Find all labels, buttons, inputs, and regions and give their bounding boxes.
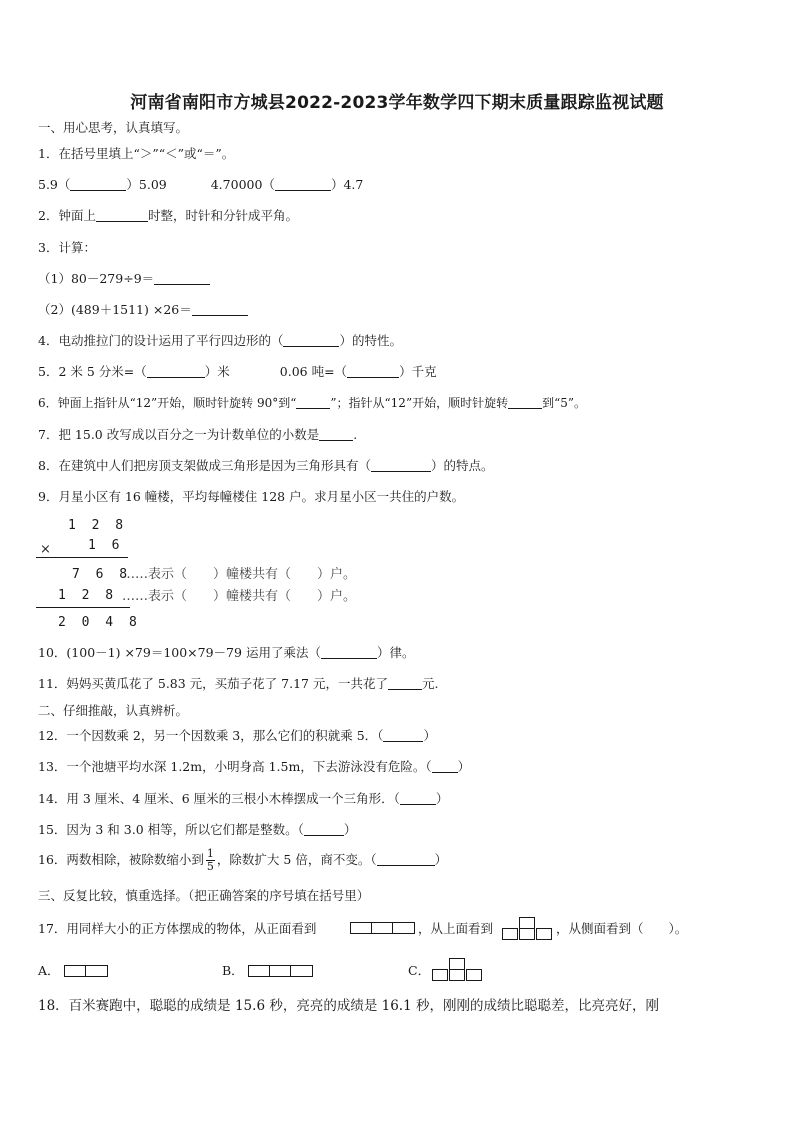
front-view-square — [392, 922, 415, 934]
q10-text-2: ）律。 — [376, 645, 415, 660]
q12-blank[interactable] — [383, 729, 423, 742]
top-view-square — [519, 928, 535, 940]
q4-text-2: ）的特性。 — [339, 333, 402, 348]
front-view-square — [350, 922, 373, 934]
vertical-calc-row-4: 1 2 8 — [58, 588, 118, 603]
vertical-calc-row-1: 1 2 8 — [68, 518, 128, 533]
section-3-heading: 三、反复比较，慎重选择。（把正确答案的序号填在括号里） — [38, 888, 370, 903]
option-c-square — [432, 969, 448, 981]
fraction-denominator: 5 — [206, 860, 214, 873]
q13-text-1: 13．一个池塘平均水深 1.2m，小明身高 1.5m，下去游泳没有危险。（ — [38, 759, 432, 774]
q13-text-2: ） — [457, 759, 471, 774]
option-a-figure[interactable] — [64, 963, 110, 979]
q11-blank[interactable] — [388, 677, 422, 690]
q5-blank-1[interactable] — [147, 365, 205, 378]
question-5 — [38, 364, 437, 380]
question-12 — [38, 728, 436, 744]
question-17-text-3: ，从侧面看到（ ）。 — [556, 921, 688, 936]
option-c-figure[interactable] — [432, 958, 486, 984]
q3-a-blank[interactable] — [154, 272, 210, 285]
q12-text-2: ） — [423, 728, 436, 743]
q11-text-1: 11．妈妈买黄瓜花了 5.83 元，买茄子花了 7.17 元，一共花了 — [38, 676, 388, 691]
q6-blank-1[interactable] — [296, 396, 330, 409]
question-1-items — [38, 177, 363, 193]
q16-blank[interactable] — [377, 853, 435, 866]
q1-b-right: ）4.7 — [330, 177, 364, 192]
q14-text-1: 14．用 3 厘米、4 厘米、6 厘米的三根小木棒摆成一个三角形．（ — [38, 791, 400, 806]
page-title: 河南省南阳市方城县2022-2023学年数学四下期末质量跟踪监视试题 — [130, 93, 664, 113]
q5-text-3: 0.06 吨=（ — [279, 364, 348, 379]
question-15 — [38, 822, 356, 838]
question-3: 3．计算： — [38, 240, 96, 255]
q1-a-blank[interactable] — [70, 178, 126, 191]
q8-text-2: ）的特点。 — [430, 458, 494, 473]
option-b-square — [269, 965, 292, 977]
q6-text-3: 到“5”。 — [542, 396, 586, 410]
question-3-b — [38, 302, 248, 318]
option-c-square — [449, 969, 465, 981]
q16-text-1: 16．两数相除，被除数缩小到 — [38, 852, 204, 867]
q12-text-1: 12．一个因数乘 2，另一个因数乘 3，那么它们的积就乘 5．（ — [38, 728, 384, 743]
q10-blank[interactable] — [321, 646, 377, 659]
times-sign: × — [40, 542, 51, 557]
q7-text-2: . — [353, 427, 358, 442]
front-view-square — [371, 922, 394, 934]
question-7 — [38, 427, 357, 443]
vertical-calc-row-5: 2 0 4 8 — [58, 615, 141, 630]
q16-text-2: ，除数扩大 5 倍，商不变。（ — [216, 852, 377, 867]
question-9: 9．月星小区有 16 幢楼，平均每幢楼住 128 户。求月星小区一共住的户数。 — [38, 489, 465, 504]
q1-a-right: ）5.09 — [126, 177, 167, 192]
question-16 — [38, 848, 447, 873]
q15-text-2: ） — [343, 822, 357, 837]
q5-text-1: 5．2 米 5 分米=（ — [38, 364, 147, 379]
section-1-heading: 一、用心思考，认真填写。 — [38, 120, 189, 135]
top-view-figure — [502, 917, 554, 941]
calc-note-1: ……表示（ ）幢楼共有（ ）户。 — [122, 567, 357, 582]
question-10 — [38, 645, 414, 661]
question-6 — [38, 395, 586, 411]
question-2 — [38, 208, 298, 224]
question-17-text-2: ，从上面看到 — [418, 921, 494, 936]
option-b-label[interactable]: B． — [222, 963, 244, 978]
option-c-label[interactable]: C． — [408, 963, 431, 978]
calc-note-2: ……表示（ ）幢楼共有（ ）户。 — [122, 589, 357, 604]
q1-b-left: 4.70000（ — [210, 177, 275, 192]
question-13 — [38, 759, 470, 775]
q8-blank[interactable] — [371, 459, 431, 472]
top-view-square — [502, 928, 518, 940]
option-a-label[interactable]: A． — [38, 963, 60, 978]
question-14 — [38, 791, 448, 807]
q14-text-2: ） — [435, 791, 449, 806]
question-17-text-1: 17．用同样大小的正方体摆成的物体，从正面看到 — [38, 921, 317, 936]
q15-text-1: 15．因为 3 和 3.0 相等，所以它们都是整数。（ — [38, 822, 304, 837]
vertical-calc-row-2: 1 6 — [88, 538, 124, 553]
calc-rule-2 — [36, 607, 130, 608]
q5-text-2: ）米 — [204, 364, 230, 379]
q11-text-2: 元. — [421, 676, 439, 691]
q1-b-blank[interactable] — [275, 178, 331, 191]
question-1: 1．在括号里填上“＞”“＜”或“＝”。 — [38, 146, 235, 161]
q5-text-4: ）千克 — [399, 364, 437, 379]
option-b-square — [290, 965, 313, 977]
q10-text-1: 10．(100－1) ×79＝100×79－79 运用了乘法（ — [38, 645, 321, 660]
fraction-numerator: 1 — [206, 847, 214, 860]
option-c-square — [466, 969, 482, 981]
calc-rule-1 — [36, 557, 128, 558]
top-view-square — [536, 928, 552, 940]
q4-blank[interactable] — [283, 334, 339, 347]
section-2-heading: 二、仔细推敲，认真辨析。 — [38, 703, 189, 718]
q15-blank[interactable] — [304, 823, 344, 836]
q6-text-2: ”；指针从“12”开始，顺时针旋转 — [330, 396, 509, 410]
question-8 — [38, 458, 493, 474]
q5-blank-2[interactable] — [347, 365, 399, 378]
q2-text-1: 2．钟面上 — [38, 208, 96, 223]
front-view-figure — [350, 920, 416, 936]
q14-blank[interactable] — [400, 792, 436, 805]
option-b-square — [248, 965, 271, 977]
q6-text-1: 6．钟面上指针从“12”开始，顺时针旋转 90°到“ — [38, 396, 297, 410]
q3-b-blank[interactable] — [192, 303, 248, 316]
option-b-figure[interactable] — [248, 963, 316, 979]
q7-blank[interactable] — [319, 428, 353, 441]
question-4 — [38, 333, 402, 349]
q8-text-1: 8．在建筑中人们把房顶支架做成三角形是因为三角形具有（ — [38, 458, 371, 473]
question-3-a — [38, 271, 210, 287]
option-a-square — [85, 965, 108, 977]
question-11 — [38, 676, 438, 692]
q3-a-text: （1）80－279÷9＝ — [38, 271, 155, 286]
q13-blank[interactable] — [432, 760, 458, 773]
q2-text-2: 时整，时针和分针成平角。 — [147, 208, 298, 223]
q7-text-1: 7．把 15.0 改写成以百分之一为计数单位的小数是 — [38, 427, 320, 442]
fraction-one-fifth — [206, 848, 215, 873]
q6-blank-2[interactable] — [508, 396, 542, 409]
q4-text-1: 4．电动推拉门的设计运用了平行四边形的（ — [38, 333, 284, 348]
q16-text-3: ） — [434, 852, 448, 867]
q3-b-text: （2）(489＋1511) ×26＝ — [38, 302, 192, 317]
option-a-square — [64, 965, 87, 977]
q2-blank[interactable] — [96, 209, 148, 222]
question-18: 18．百米赛跑中，聪聪的成绩是 15.6 秒，亮亮的成绩是 16.1 秒，刚刚的成绩比聪聪差，比亮亮好，刚 — [38, 998, 659, 1014]
vertical-calc-row-3: 7 6 8 — [72, 567, 132, 582]
q1-a-left: 5.9（ — [38, 177, 71, 192]
